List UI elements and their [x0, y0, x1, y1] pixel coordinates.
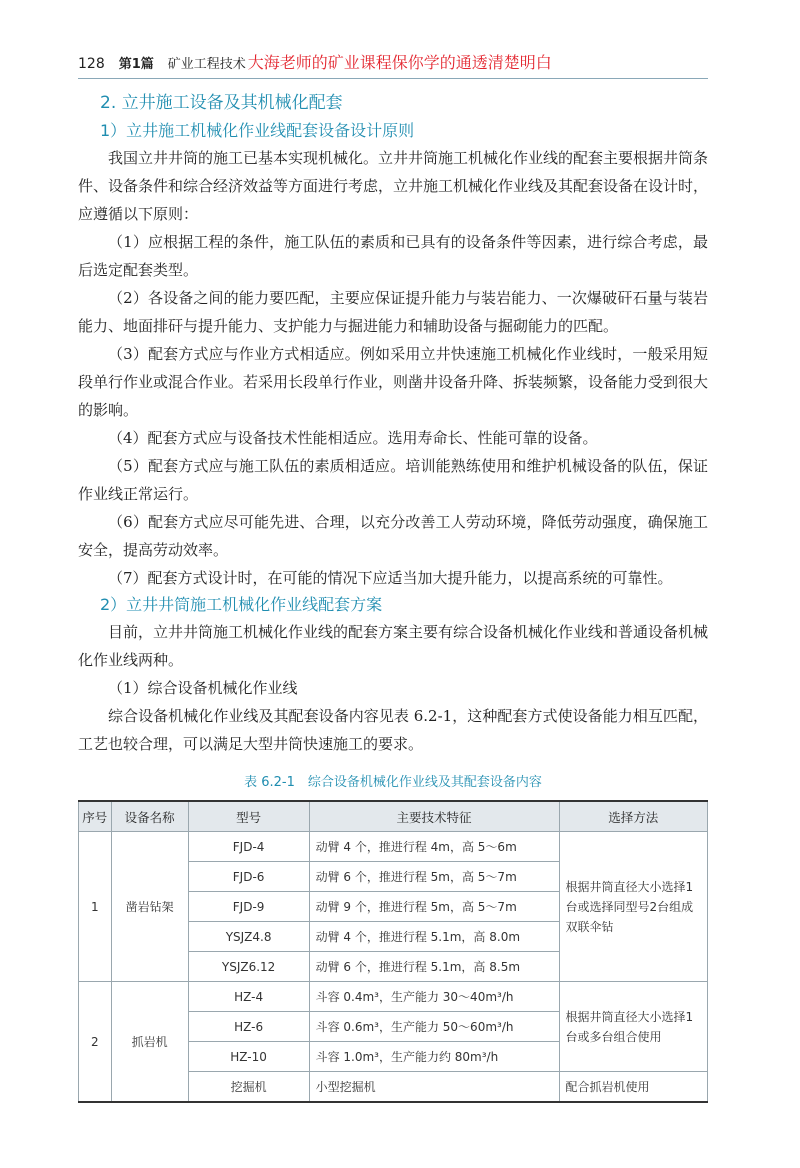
spec-cell: 斗容 0.4m³，生产能力 30～40m³/h — [309, 982, 559, 1012]
paragraph: （1）应根据工程的条件，施工队伍的素质和已具有的设备条件等因素，进行综合考虑，最后选定配套类型。 — [78, 233, 708, 279]
row-number: 1 — [79, 832, 112, 982]
subsection-heading-2: 2）立井井筒施工机械化作业线配套方案 — [100, 595, 383, 614]
model-cell: HZ-10 — [188, 1042, 309, 1072]
paragraph: （4）配套方式应与设备技术性能相适应。选用寿命长、性能可靠的设备。 — [108, 429, 598, 447]
model-cell: YSJZ6.12 — [188, 952, 309, 982]
section-heading: 2. 立井施工设备及其机械化配套 — [100, 93, 343, 113]
page-body — [78, 88, 708, 1103]
paragraph: （2）各设备之间的能力要匹配，主要应保证提升能力与装岩能力、一次爆破矸石量与装岩能力、地面排矸与提升能力、支护能力与掘进能力和辅助设备与掘砌能力的匹配。 — [78, 289, 708, 335]
row-number: 2 — [79, 982, 112, 1103]
watermark-text: 大海老师的矿业课程保你学的通透清楚明白 — [247, 53, 552, 72]
model-cell: 挖掘机 — [188, 1072, 309, 1103]
spec-cell: 斗容 1.0m³，生产能力约 80m³/h — [309, 1042, 559, 1072]
page-number: 128 — [78, 56, 105, 72]
column-header: 主要技术特征 — [309, 801, 559, 832]
equipment-name: 抓岩机 — [111, 982, 188, 1103]
equipment-table — [78, 800, 708, 1103]
paragraph: （3）配套方式应与作业方式相适应。例如采用立井快速施工机械化作业线时，一般采用短段单行作业或混合作业。若采用长段单行作业，则凿井设备升降、拆装频繁，设备能力受到很大的影响。 — [78, 345, 709, 419]
spec-cell: 动臂 9 个，推进行程 5m，高 5～7m — [309, 892, 559, 922]
paragraph: （6）配套方式应尽可能先进、合理，以充分改善工人劳动环境，降低劳动强度，确保施工安全，提高劳动效率。 — [78, 513, 708, 559]
paragraph: 目前，立井井筒施工机械化作业线的配套方案主要有综合设备机械化作业线和普通设备机械化作业线两种。 — [78, 623, 709, 669]
spec-cell: 动臂 4 个，推进行程 4m，高 5～6m — [309, 832, 559, 862]
table-header-row — [79, 801, 708, 832]
spec-cell: 动臂 6 个，推进行程 5.1m，高 8.5m — [309, 952, 559, 982]
model-cell: FJD-4 — [188, 832, 309, 862]
book-title: 矿业工程技术 — [167, 57, 246, 72]
paragraph: （5）配套方式应与施工队伍的素质相适应。培训能熟练使用和维护机械设备的队伍，保证作业线正常运行。 — [78, 457, 708, 503]
model-cell: HZ-6 — [188, 1012, 309, 1042]
method-cell: 配合抓岩机使用 — [559, 1072, 707, 1103]
spec-cell: 小型挖掘机 — [309, 1072, 559, 1103]
method-cell: 根据井筒直径大小选择1台或选择同型号2台组成双联伞钻 — [559, 832, 707, 982]
paragraph: 我国立井井筒的施工已基本实现机械化。立井井筒施工机械化作业线的配套主要根据井筒条件、设备条件和综合经济效益等方面进行考虑，立井施工机械化作业线及其配套设备在设计时，应遵循以下原则： — [78, 149, 709, 223]
table-row — [79, 832, 708, 862]
subsection-heading-1: 1）立井施工机械化作业线配套设备设计原则 — [100, 121, 415, 140]
spec-cell: 动臂 4 个，推进行程 5.1m，高 8.0m — [309, 922, 559, 952]
column-header: 序号 — [79, 801, 112, 832]
header-rule — [78, 78, 708, 79]
model-cell: FJD-9 — [188, 892, 309, 922]
paragraph: （7）配套方式设计时，在可能的情况下应适当加大提升能力，以提高系统的可靠性。 — [108, 569, 673, 587]
model-cell: YSJZ4.8 — [188, 922, 309, 952]
table-caption: 表 6.2-1 综合设备机械化作业线及其配套设备内容 — [244, 775, 542, 790]
spec-cell: 斗容 0.6m³，生产能力 50～60m³/h — [309, 1012, 559, 1042]
part-label: 第1篇 — [118, 57, 154, 72]
equipment-name: 凿岩钻架 — [111, 832, 188, 982]
paragraph: 综合设备机械化作业线及其配套设备内容见表 6.2-1，这种配套方式使设备能力相互匹配，工艺也较合理，可以满足大型井筒快速施工的要求。 — [78, 707, 708, 753]
column-header: 型号 — [188, 801, 309, 832]
column-header: 选择方法 — [559, 801, 707, 832]
page-header — [78, 50, 718, 78]
model-cell: HZ-4 — [188, 982, 309, 1012]
method-cell: 根据井筒直径大小选择1台或多台组合使用 — [559, 982, 707, 1072]
table-row — [79, 982, 708, 1012]
spec-cell: 动臂 6 个，推进行程 5m，高 5～7m — [309, 862, 559, 892]
model-cell: FJD-6 — [188, 862, 309, 892]
paragraph: （1）综合设备机械化作业线 — [108, 679, 298, 697]
column-header: 设备名称 — [111, 801, 188, 832]
